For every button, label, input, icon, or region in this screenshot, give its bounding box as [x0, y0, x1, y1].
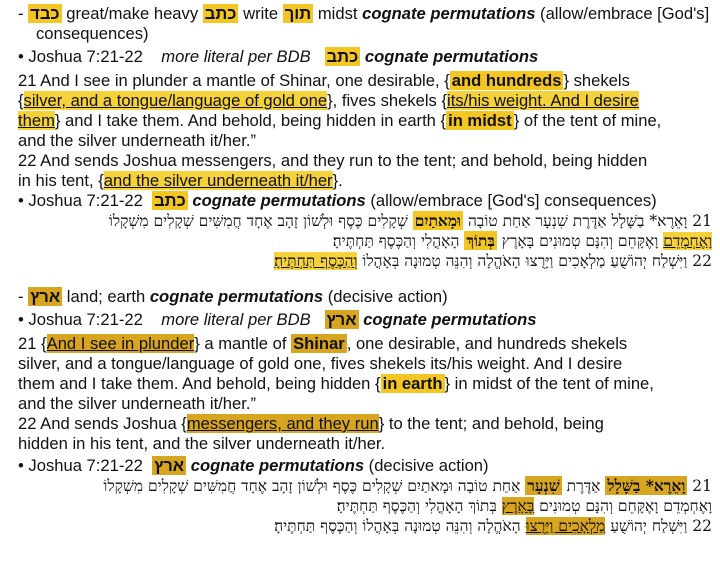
- highlight: in midst: [448, 111, 512, 130]
- translation-note: more literal per BDB: [161, 47, 311, 66]
- gloss-text: (decisive action): [364, 456, 489, 475]
- bullet: •: [18, 456, 24, 475]
- verse-text: } to the tent; and behold, being: [378, 414, 604, 433]
- verse-21-hebrew: [18, 211, 712, 251]
- reference-line-2: [18, 191, 712, 211]
- cognate-label: cognate permutations: [363, 310, 537, 329]
- hebrew-line: [18, 231, 712, 251]
- verse-text: 21 {: [18, 334, 47, 353]
- hebrew-text: וַיִּשְׁלַח יְהוֹשֻׁעַ: [605, 517, 688, 535]
- verse-line: [18, 171, 712, 191]
- hebrew-line: [18, 476, 712, 496]
- heading-line-2: consequences): [36, 24, 149, 43]
- reference-line: [18, 47, 712, 67]
- cognate-label: cognate permutations: [190, 456, 365, 475]
- hebrew-text: הָאֹהֱלָה וְהִנֵּה טְמוּנָה בְּאָהֳלוֹ וְהַכֶּסֶף תַּחְתֶּיהָ׃: [274, 517, 526, 535]
- verse-line: [18, 91, 712, 111]
- verse-22-english: [18, 151, 712, 191]
- verse-22-hebrew: [18, 251, 712, 271]
- hebrew-text: בְּתוֹךְ הָאָהֳלִי וְהַכֶּסֶף תַּחְתֶּיהָ׃: [336, 497, 502, 515]
- hebrew-text: אַחַת טוֹבָה וּמָאתַיִם שְׁקָלִים כֶּסֶף וּלְשׁוֹן זָהָב אֶחָד חֲמִשִּׁים שְׁקָלִים מִשְׁקָלוֹ: [103, 477, 526, 495]
- gloss-text: write: [238, 4, 283, 23]
- verse-text: 21 And I see in plunder a mantle of Shinar, one desirable, {: [18, 71, 450, 90]
- highlight: messengers, and they run: [186, 414, 379, 433]
- verse-22-english: [18, 414, 712, 454]
- dash: -: [18, 287, 24, 306]
- cognate-label: cognate permutations: [149, 287, 324, 306]
- verse-number: 22: [692, 517, 712, 535]
- hebrew-text: וָאֶקָּחֵם וְהִנָּם טְמוּנִים בָּאָרֶץ: [496, 232, 664, 250]
- verse-text: }.: [332, 171, 343, 190]
- verse-text: , one desirable, and hundreds shekels: [346, 334, 628, 353]
- verse-text: } shekels: [563, 71, 630, 90]
- reference: Joshua 7:21-22: [23, 456, 143, 475]
- verse-text: } of the tent of mine,: [513, 111, 662, 130]
- verse-21-english: [18, 71, 712, 151]
- highlight: וּמָאתַיִם: [414, 211, 462, 230]
- highlight: וָאֶחְמְדֵם: [663, 232, 712, 250]
- verse-line: [18, 414, 712, 434]
- cognate-label: cognate permutations: [362, 4, 536, 23]
- section-gap: [18, 271, 712, 287]
- hebrew-text: שְׁקָלִים כֶּסֶף וּלְשׁוֹן זָהָב אֶחָד חֲמִשִּׁים שְׁקָלִים מִשְׁקָלוֹ: [108, 212, 413, 230]
- verse-line: [18, 374, 712, 394]
- verse-line: and the silver underneath it/her.”: [18, 131, 256, 150]
- verse-line: hidden in his tent, and the silver underneath it/her.: [18, 434, 386, 453]
- highlight: בְּתוֹךְ: [466, 231, 495, 250]
- hebrew-text: וָאֵרֶא* בַשָּׁלָל אַדֶּרֶת שִׁנְעָר אַחַת טוֹבָה: [463, 212, 688, 230]
- verse-22-hebrew: [18, 516, 712, 536]
- hebrew-text: וָאֶחְמְדֵם וָאֶקָּחֵם וְהִנָּם טְמוּנִים: [534, 497, 712, 515]
- hebrew-line: [18, 496, 712, 516]
- verse-line: 22 And sends Joshua messengers, and they run to the tent; and behold, being hidden: [18, 151, 648, 170]
- verse-number: 22: [692, 252, 712, 270]
- highlight: שִׁנְעָר: [527, 476, 560, 495]
- verse-text: in his tent, {: [18, 171, 104, 190]
- highlight: and the silver underneath it/her: [103, 171, 333, 190]
- verse-line: and the silver underneath it/her.”: [18, 394, 256, 413]
- reference: Joshua 7:21-22: [23, 47, 143, 66]
- reference: Joshua 7:21-22: [23, 191, 143, 210]
- hebrew-line: [18, 211, 712, 231]
- highlight: וְהַכֶּסֶף תַּחְתֶּיהָ׃: [274, 252, 358, 270]
- highlight: Shinar: [293, 334, 345, 353]
- hebrew-text: הָאָהֳלִי וְהַכֶּסֶף תַּחְתֶּיהָ׃: [332, 232, 465, 250]
- reference-line: [18, 310, 712, 330]
- verse-21-hebrew: [18, 476, 712, 516]
- highlight: וָאֵרֶא* בַשָּׁלָל: [607, 476, 686, 495]
- gloss-text: (allow/embrace [God's] consequences): [365, 191, 657, 210]
- hebrew-root-arts: ארץ: [326, 310, 357, 329]
- verse-21-english: [18, 334, 712, 414]
- verse-text: } a mantle of: [194, 334, 292, 353]
- highlight: And I see in plunder: [46, 334, 195, 353]
- highlight: בָּאָרֶץ: [501, 497, 535, 515]
- reference-line-2: [18, 456, 712, 476]
- verse-text: {: [18, 91, 24, 110]
- hebrew-root-kbd: כבד: [30, 4, 60, 23]
- dash: -: [18, 4, 24, 23]
- highlight: מַלְאָכִים וַיָּרֻצוּ: [525, 517, 606, 535]
- verse-text: } in midst of the tent of mine,: [444, 374, 654, 393]
- gloss-text: land; earth: [62, 287, 150, 306]
- highlight: silver, and a tongue/language of gold one: [23, 91, 328, 110]
- heading-line: [18, 287, 712, 307]
- hebrew-root-twk: תוך: [284, 4, 312, 23]
- highlight: them: [18, 111, 55, 130]
- bullet: •: [18, 310, 24, 329]
- cognate-label: cognate permutations: [192, 191, 366, 210]
- verse-text: }, fives shekels {: [327, 91, 448, 110]
- hebrew-root-arts: ארץ: [30, 287, 61, 306]
- highlight: and hundreds: [451, 71, 562, 90]
- verse-text: them and I take them. And behold, being hidden {: [18, 374, 381, 393]
- hebrew-root-ktb: כתב: [326, 47, 359, 66]
- gloss-text: midst: [313, 4, 363, 23]
- verse-line: silver, and a tongue/language of gold one, fives shekels its/his weight. And I desire: [18, 354, 623, 373]
- translation-note: more literal per BDB: [161, 310, 311, 329]
- gloss-text: (allow/embrace [God's]: [535, 4, 710, 23]
- bullet: •: [18, 191, 24, 210]
- gloss-text: great/make heavy: [61, 4, 203, 23]
- section-kbd-ktb-twk: [18, 4, 712, 271]
- verse-text: 22 And sends Joshua {: [18, 414, 187, 433]
- verse-line: [18, 334, 712, 354]
- gloss-text: (decisive action): [323, 287, 448, 306]
- verse-line: [18, 111, 712, 131]
- cognate-label: cognate permutations: [364, 47, 539, 66]
- hebrew-root-arts: ארץ: [154, 456, 185, 475]
- verse-text: } and I take them. And behold, being hidden in earth {: [54, 111, 447, 130]
- hebrew-root-ktb: כתב: [204, 4, 237, 23]
- hebrew-text: אַדֶּרֶת: [561, 477, 606, 495]
- hebrew-text: וַיִּשְׁלַח יְהוֹשֻׁעַ מַלְאָכִים וַיָּרֻצוּ הָאֹהֱלָה וְהִנֵּה טְמוּנָה בְּאָהֳלוֹ: [357, 252, 688, 270]
- verse-number: 21: [692, 477, 712, 495]
- highlight: its/his weight. And I desire: [447, 91, 639, 110]
- hebrew-root-ktb: כתב: [154, 191, 186, 210]
- section-arts: [18, 287, 712, 536]
- bullet: •: [18, 47, 24, 66]
- highlight: in earth: [382, 374, 443, 393]
- verse-line: [18, 71, 712, 91]
- reference: Joshua 7:21-22: [23, 310, 143, 329]
- heading-line-1: [18, 4, 712, 24]
- verse-number: 21: [692, 212, 712, 230]
